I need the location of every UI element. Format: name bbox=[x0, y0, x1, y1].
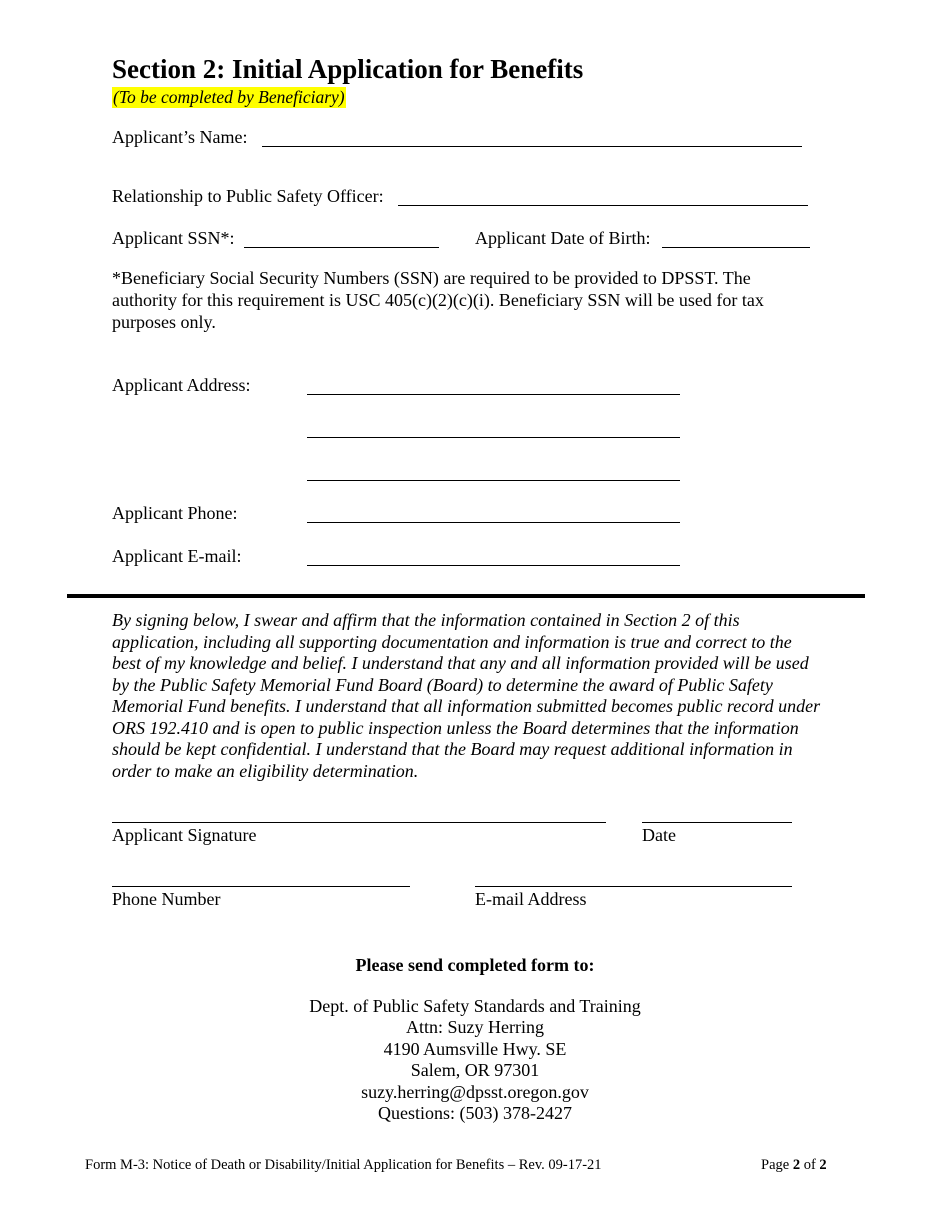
mailing-line: Attn: Suzy Herring bbox=[406, 1017, 544, 1037]
address-line-1-field[interactable] bbox=[307, 394, 680, 395]
phone-field[interactable] bbox=[307, 522, 680, 523]
signature-date-field[interactable] bbox=[642, 822, 792, 823]
address-line-2-field[interactable] bbox=[307, 437, 680, 438]
email-label: Applicant E-mail: bbox=[112, 546, 242, 566]
ssn-field[interactable] bbox=[244, 247, 439, 248]
signer-email-label: E-mail Address bbox=[475, 889, 587, 909]
dob-label: Applicant Date of Birth: bbox=[475, 228, 651, 248]
signer-phone-field[interactable] bbox=[112, 886, 410, 887]
phone-label: Applicant Phone: bbox=[112, 503, 238, 523]
section-divider bbox=[67, 594, 865, 598]
ssn-label: Applicant SSN*: bbox=[112, 228, 235, 248]
mailing-line: Questions: (503) 378-2427 bbox=[378, 1103, 572, 1123]
mailing-email-link[interactable]: suzy.herring@dpsst.oregon.gov bbox=[361, 1082, 589, 1102]
signature-label: Applicant Signature bbox=[112, 825, 257, 845]
signature-date-label: Date bbox=[642, 825, 676, 845]
footer-page-total: 2 bbox=[819, 1157, 827, 1173]
mailing-line: 4190 Aumsville Hwy. SE bbox=[383, 1039, 567, 1059]
signer-phone-label: Phone Number bbox=[112, 889, 221, 909]
footer-page-of: of bbox=[803, 1157, 816, 1173]
mailing-line: Dept. of Public Safety Standards and Training bbox=[309, 996, 641, 1016]
footer-page-number bbox=[761, 1157, 827, 1174]
applicant-name-field[interactable] bbox=[262, 146, 802, 147]
email-field[interactable] bbox=[307, 565, 680, 566]
page-title: Section 2: Initial Application for Benefits bbox=[112, 54, 584, 84]
page-subtitle: (To be completed by Beneficiary) bbox=[113, 87, 345, 107]
affirmation-text: By signing below, I swear and affirm that the information contained in Section 2 of this application, including all supporting documentation and information is true and correct to the best of my knowledge and belief. I understand that any and all information provided will be used by the Public Safety Memorial Fund Board (Board) to determine the award of Public Safety Memorial Fund benefits. I understand that all information submitted becomes public record under ORS 192.410 and is open to public inspection unless the Board determines that the information should be kept confidential. I understand that the Board may request additional information in order to make an eligibility determination. bbox=[112, 610, 821, 781]
address-line-3-field[interactable] bbox=[307, 480, 680, 481]
footer-page-word: Page bbox=[761, 1157, 790, 1173]
mailing-line: Salem, OR 97301 bbox=[410, 1060, 540, 1080]
applicant-name-label: Applicant’s Name: bbox=[112, 127, 248, 147]
ssn-note: *Beneficiary Social Security Numbers (SSN) are required to be provided to DPSST. The authority for this requirement is USC 405(c)(2)(c)(i). Beneficiary SSN will be used for tax purposes only. bbox=[112, 268, 764, 332]
mailing-heading: Please send completed form to: bbox=[355, 955, 595, 975]
relationship-field[interactable] bbox=[398, 205, 808, 206]
relationship-label: Relationship to Public Safety Officer: bbox=[112, 186, 384, 206]
dob-field[interactable] bbox=[662, 247, 810, 248]
address-label: Applicant Address: bbox=[112, 375, 251, 395]
signature-field[interactable] bbox=[112, 822, 606, 823]
footer-form-id: Form M-3: Notice of Death or Disability/Initial Application for Benefits – Rev. 09-17-21 bbox=[85, 1157, 602, 1173]
signer-email-field[interactable] bbox=[475, 886, 792, 887]
footer-page-current: 2 bbox=[792, 1157, 801, 1173]
